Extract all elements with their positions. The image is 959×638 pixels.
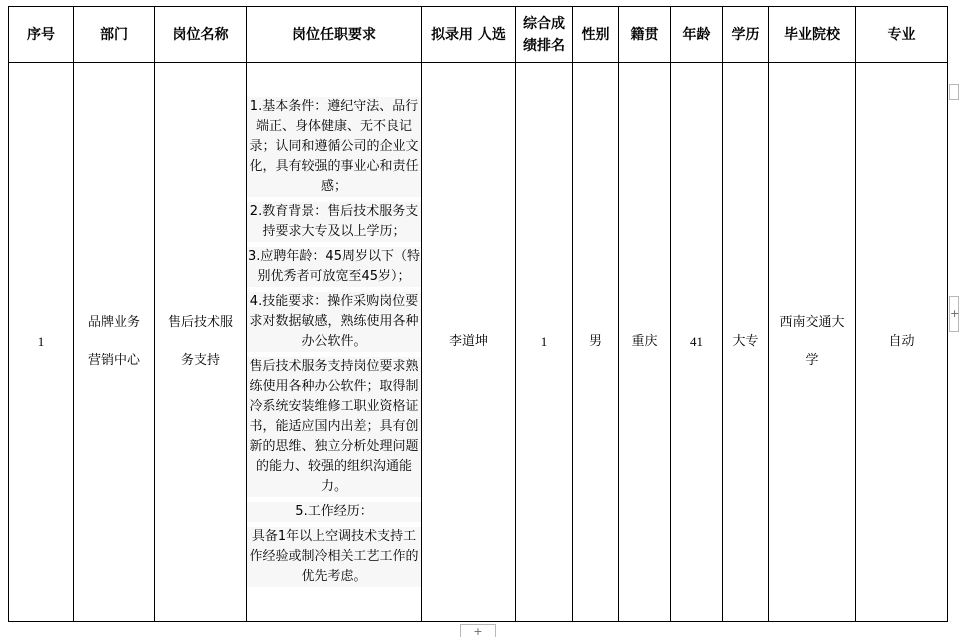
plus-icon: + [473,625,483,638]
header-major[interactable]: 专业 [856,7,948,63]
requirement-item: 1.基本条件：遵纪守法、品行端正、身体健康、无不良记录；认同和遵循公司的企业文化，具有较强的事业心和责任感； [247,97,421,197]
cell-gender[interactable]: 男 [573,63,619,622]
cell-origin[interactable]: 重庆 [619,63,671,622]
header-gender[interactable]: 性别 [573,7,619,63]
cell-major[interactable]: 自动 [856,63,948,622]
header-origin[interactable]: 籍贯 [619,7,671,63]
header-dept[interactable]: 部门 [74,7,155,63]
cell-age[interactable]: 41 [671,63,723,622]
recruitment-table [8,6,948,622]
requirement-item: 2.教育背景：售后技术服务支持要求大专及以上学历； [247,202,421,242]
cell-dept[interactable] [74,63,155,622]
header-age[interactable]: 年龄 [671,7,723,63]
cell-school-line1: 西南交通大 [779,315,845,330]
header-rank[interactable] [516,7,573,63]
header-row [9,7,948,63]
cell-seq[interactable]: 1 [9,63,74,622]
header-candidate[interactable]: 拟录用 人选 [422,7,516,63]
table-row [9,63,948,622]
row-handle[interactable] [949,84,959,100]
header-rank-text: 综合成绩排名 [523,15,565,54]
cell-position[interactable] [155,63,247,622]
requirement-item: 5.工作经历： [247,502,421,522]
cell-position-line2: 务支持 [180,353,220,368]
plus-icon: + [950,307,959,320]
header-position[interactable]: 岗位名称 [155,7,247,63]
header-school[interactable]: 毕业院校 [769,7,856,63]
header-seq[interactable]: 序号 [9,7,74,63]
cell-position-line1: 售后技术服 [167,315,233,330]
cell-dept-line1: 品牌业务 [87,315,140,330]
cell-candidate[interactable]: 李道坤 [422,63,516,622]
add-column-button[interactable] [949,296,959,332]
add-row-button[interactable] [460,624,496,637]
requirement-item: 售后技术服务支持岗位要求熟练使用各种办公软件；取得制冷系统安装维修工职业资格证书，能适应国内出差；具有创新的思维、独立分析处理问题的能力、较强的组织沟通能力。 [247,357,421,497]
cell-dept-line2: 营销中心 [87,353,140,368]
header-education[interactable]: 学历 [723,7,769,63]
header-requirements[interactable]: 岗位任职要求 [247,7,422,63]
cell-school-line2: 学 [805,353,819,368]
cell-rank[interactable]: 1 [516,63,573,622]
cell-requirements[interactable] [247,63,422,622]
cell-school[interactable] [769,63,856,622]
requirement-item: 3.应聘年龄：45周岁以下（特别优秀者可放宽至45岁）； [247,247,421,287]
requirement-item: 4.技能要求：操作采购岗位要求对数据敏感，熟练使用各种办公软件。 [247,292,421,352]
requirement-item: 具备1年以上空调技术支持工作经验或制冷相关工艺工作的优先考虑。 [247,527,421,587]
cell-education[interactable]: 大专 [723,63,769,622]
